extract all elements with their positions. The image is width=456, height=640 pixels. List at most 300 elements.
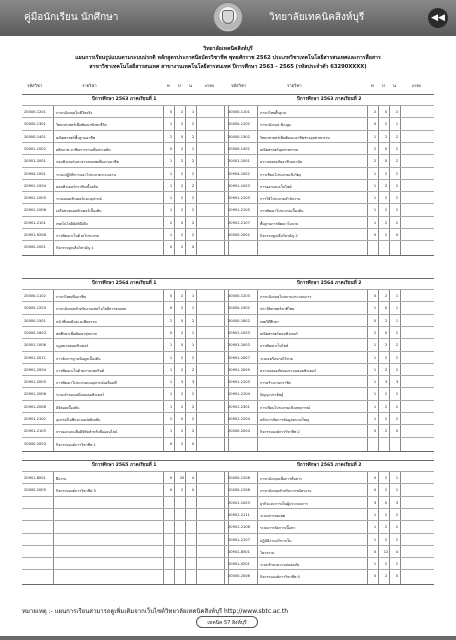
table-row [22,387,434,400]
practice-hours: 12 [383,549,389,554]
theory-hours: 1 [169,233,173,237]
curriculum-table [22,80,434,600]
course-name: การจัดการฐานข้อมูลเบื้องต้น [56,356,101,361]
table-row [22,154,434,167]
course-name: คณิตศาสตร์อุตสาหกรรม [260,147,299,152]
course-name: ภาษาอังกฤษในสถานประกอบการ [260,295,312,299]
theory-hours: 1 [169,171,173,176]
credits: 3 [395,380,399,385]
course-name: พลศึกษาเพื่อพัฒนาสุขภาพ [56,331,97,336]
theory-hours: 1 [169,404,173,409]
handbook-title: คู่มือนักเรียน นักศึกษา [24,12,119,23]
theory-hours: 0 [169,306,173,311]
course-name: วิทยาศาสตร์เพื่อพัฒนาทักษะชีวิต [56,123,107,128]
course-name: ประวัติศาสตร์ชาติไทย [260,307,295,312]
practice-hours: 2 [180,367,184,372]
credits: 2 [191,404,195,409]
table-row [22,375,434,388]
credits: 3 [191,380,195,385]
practice-hours: 2 [180,196,184,201]
theory-hours: 1 [373,512,377,517]
course-code: 20901-2102 [24,417,46,421]
course-name: การใช้โปรแกรมสำนักงาน [260,197,301,202]
practice-hours: 0 [384,110,388,114]
course-code: 20901-8501 [228,549,250,554]
course-name: การพัฒนาเว็บด้วยภาษาสคริปต์ [56,368,105,373]
course-code: 20000-1208 [228,488,250,493]
course-code: 20000-1203 [228,294,250,298]
col-t-right: ท [371,83,374,88]
credits: 2 [191,208,195,213]
credits: 2 [395,146,399,151]
table-row [22,130,434,143]
credits: 2 [395,404,399,409]
course-code: 20901-2103 [228,380,250,385]
course-code: 20000-2002 [228,233,250,237]
theory-hours: 1 [373,355,377,360]
practice-hours: 2 [384,574,388,579]
course-code: 20901-1004 [24,183,46,188]
theory-hours: 0 [373,549,377,554]
semester-title-right: ปีการศึกษา 2563 ภาคเรียนที่ 2 [297,97,362,102]
course-code: 20901-2105 [228,208,250,213]
practice-hours: 2 [180,110,184,114]
course-code: 20000-1301 [24,122,46,127]
course-name: โครงงาน [260,550,275,555]
course-name: เครือข่ายคอมพิวเตอร์เบื้องต้น [56,209,102,214]
practice-hours: 0 [384,330,388,335]
course-code: 20901-2104 [228,392,250,397]
course-code: 20000-2003 [24,441,46,446]
course-name: กิจกรรมองค์การวิชาชีพ 2 [260,430,300,435]
course-code: 20901-2107 [228,220,250,225]
theory-hours: 1 [373,183,377,188]
semester-title-left: ปีการศึกษา 2564 ภาคเรียนที่ 1 [92,281,157,286]
theory-hours: 1 [373,343,377,348]
practice-hours: 2 [384,404,388,409]
course-code: 20901-2006 [24,392,46,397]
course-name: ฝึกงาน [56,477,67,481]
course-code: 20000-1502 [228,306,250,311]
table-row [22,508,434,521]
practice-hours: 2 [384,171,388,176]
course-name: การพัฒนาเว็บด้วยโปรแกรม [56,234,100,238]
course-name: การออกแบบสื่อดิจิทัลสำหรับสื่อออนไลน์ [56,430,118,435]
theory-hours: 0 [373,476,377,480]
page-header [0,0,456,36]
theory-hours: 0 [169,245,173,250]
doc-title-3: สาขาวิชาเทคโนโลยีสารสนเทศ สาขางานเทคโนโลยีสารสนเทศ ปีการศึกษา 2563 - 2565 (รหัสประจำตัว 63290XXXX) [89,64,367,70]
credits: 2 [191,159,195,164]
credits: 1 [191,294,195,298]
semester-title-left: ปีการศึกษา 2563 ภาคเรียนที่ 1 [92,97,157,102]
theory-hours: 1 [169,380,173,385]
theory-hours: 2 [169,417,173,421]
course-code: 20901-2106 [228,525,250,530]
credits: 0 [395,429,399,434]
credits: 2 [395,343,399,348]
theory-hours: 2 [373,330,377,335]
theory-hours: 0 [169,110,173,114]
footnote: หมายเหตุ :- แผนการเรียนสามารถดูเพิ่มเติมจากเว็บไซต์วิทยาลัยเทคนิคสิงห์บุรี http://www.sbtc.ac.th [22,608,289,615]
practice-hours: 0 [180,343,184,348]
course-name: ระบบเครือข่ายไร้สาย [260,356,293,361]
practice-hours: 2 [180,233,184,237]
course-code: 20901-2009 [228,367,250,372]
theory-hours: 1 [373,196,377,201]
practice-hours: 2 [384,367,388,372]
credits: 1 [191,330,195,335]
course-name: ดิจิตอลเบื้องต้น [56,405,80,410]
table-row [22,216,434,229]
course-name: ความปลอดภัยอาชีวอนามัย [260,160,303,165]
course-code: 20000-1208 [228,476,250,480]
course-code: 20000-1302 [228,134,250,139]
course-name: ภาษาอังกฤษเพื่อการสื่อสาร [260,477,302,481]
practice-hours: 2 [384,562,388,567]
theory-hours: 1 [373,208,377,213]
page-number: เทคนิค 57 สิงห์บุรี [196,616,258,628]
table-row [22,191,434,204]
theory-hours: 1 [169,343,173,348]
table-row [22,545,434,558]
semester-title-left: ปีการศึกษา 2565 ภาคเรียนที่ 1 [92,463,157,468]
course-name: กิจกรรมลูกเสือวิสามัญ 1 [56,246,94,251]
practice-hours: 2 [180,488,184,493]
practice-hours: 2 [384,122,388,127]
col-t-left: ท [167,83,170,88]
course-code: 20901-2101 [24,220,46,225]
theory-hours: 0 [169,488,173,493]
theory-hours: 0 [373,318,377,323]
course-code: 20000-1401 [24,134,46,139]
practice-hours: 2 [180,355,184,360]
table-row [22,167,434,180]
practice-hours: 0 [384,500,388,505]
credits: 2 [191,171,195,176]
course-name: ภาษาไทยพื้นฐาน [260,111,287,115]
course-code: 20901-8001 [24,476,46,480]
theory-hours: 1 [373,367,377,372]
table-row [22,351,434,364]
course-name: ภาษาไทยเพื่ออาชีพ [56,295,86,299]
course-code: 20901-1003 [228,330,250,335]
course-name: การพัฒนาเว็บไซต์ [260,344,289,349]
credits: 2 [395,134,399,139]
practice-hours: 2 [384,220,388,225]
course-name: ภาษาอังกฤษ ฟัง-พูด [260,123,291,128]
theory-hours: 1 [169,392,173,397]
course-name: กิจกรรมองค์การวิชาชีพ 4 [260,575,300,580]
credits: 2 [395,562,399,567]
theory-hours: 1 [169,208,173,213]
table-row [22,289,434,302]
practice-hours: 2 [180,146,184,151]
practice-hours: 2 [180,294,184,298]
theory-hours: 2 [169,220,173,225]
credits: 2 [395,330,399,335]
table-row [22,496,434,509]
theory-hours: 2 [373,110,377,114]
table-row [22,240,434,253]
credits: 1 [191,343,195,348]
theory-hours: 0 [373,488,377,493]
course-code: 20901-2301 [228,404,250,409]
course-code: 20000-2001 [24,245,46,250]
credits: 2 [191,355,195,360]
course-name: กอมพิวเตอร์และสารสนเทศเพื่องานอาชีพ [56,160,119,165]
semester-block [22,460,434,585]
credits: 2 [395,537,399,542]
table-row [22,301,434,314]
theory-hours: 1 [373,417,377,421]
theory-hours: 1 [373,220,377,225]
course-name: ระบบปฏิบัติการและโปรแกรมระบบงาน [56,172,116,177]
credits: 2 [191,122,195,127]
semester-title-right: ปีการศึกษา 2564 ภาคเรียนที่ 2 [297,281,362,286]
practice-hours: 0 [384,146,388,151]
credits: 2 [191,367,195,372]
course-code: 20901-9208 [24,233,46,237]
credits: 2 [191,183,195,188]
col-p-left: ป [178,83,181,88]
col-grade-right: เกรด [412,83,421,88]
course-code: 20901-2107 [228,537,250,542]
practice-hours: 3 [384,380,388,385]
theory-hours: 2 [169,318,173,323]
table-row [22,424,434,437]
col-code-right: รหัสวิชา [231,83,247,88]
table-row [22,483,434,496]
practice-hours: 2 [180,330,184,335]
course-code: 20001-1001 [228,159,250,164]
semester-block [22,278,434,452]
course-name: ระบบจำลองเสมือนคอมพิวเตอร์ [56,393,105,398]
semester-title-right: ปีการศึกษา 2565 ภาคเรียนที่ 2 [297,463,362,468]
credits: 0 [191,245,195,250]
course-code: 20001-1003 [228,500,250,505]
course-code: 20000-1603 [24,330,46,335]
course-code: 20901-2111 [228,512,250,517]
credits: 2 [191,429,195,434]
practice-hours: 20 [179,476,185,480]
course-code: 20001-1006 [24,343,46,348]
table-row [22,326,434,339]
theory-hours: 0 [169,441,173,446]
course-name: วิทยาศาสตร์เพื่อพัฒนาอาชีพช่างอุตสาหกรรม [260,135,330,140]
course-name: เพศวิถีศึกษา [260,319,279,324]
credits: 2 [395,159,399,164]
credits: 2 [395,392,399,397]
practice-hours: 2 [180,171,184,176]
course-name: ธุรกิจและการเป็นผู้ประกอบการ [260,501,308,506]
credits: 2 [395,525,399,530]
practice-hours: 0 [180,220,184,225]
credits: 0 [395,574,399,579]
theory-hours: 0 [373,429,377,434]
credits: 2 [395,512,399,517]
college-logo [213,2,243,32]
course-name: ระบบคอมพิวเตอร์และอุปกรณ์ [56,197,102,202]
practice-hours: 2 [384,318,388,323]
credits: 4 [191,476,195,480]
practice-hours: 2 [180,122,184,127]
credits: 1 [395,122,399,127]
table-row [22,437,434,450]
credits: 1 [395,318,399,323]
credits: 0 [191,488,195,493]
theory-hours: 1 [373,392,377,397]
credits: 2 [395,110,399,114]
credits: 1 [395,294,399,298]
credits: 2 [191,417,195,421]
practice-hours: 2 [180,392,184,397]
table-row [22,338,434,351]
theory-hours: 1 [169,183,173,188]
course-name: การเขียนโปรแกรมเชิงวัตถุ [260,172,302,177]
doc-title-1: วิทยาลัยเทคนิคสิงห์บุรี [203,46,253,52]
col-p-right: ป [382,83,385,88]
theory-hours: 1 [373,537,377,542]
course-code: 20904-1002 [228,171,250,176]
practice-hours: 2 [384,429,388,434]
course-code: 20000-1101 [228,110,250,114]
theory-hours: 0 [373,294,377,298]
theory-hours: 1 [373,134,377,139]
practice-hours: 2 [180,208,184,213]
theory-hours: 2 [373,146,377,151]
course-code: 20000-1202 [228,122,250,127]
table-row [22,557,434,570]
course-code: 20901-2105 [24,429,46,434]
course-name: ระบบการจัดการเนื้อหา [260,526,296,531]
practice-hours: 2 [384,355,388,360]
course-code: 20001-2001 [24,159,46,164]
table-row [22,179,434,192]
practice-hours: 2 [384,134,388,139]
course-name: ภาษาอังกฤษสำหรับการสมัครงาน [260,489,312,494]
semester-block [22,94,434,256]
credits: 2 [191,392,195,397]
theory-hours: 0 [373,122,377,127]
course-code: 20901-2005 [24,380,46,385]
practice-hours: 2 [180,404,184,409]
course-code: 20000-1602 [228,318,250,323]
course-code: 20000-1402 [228,146,250,151]
theory-hours: 1 [373,380,377,385]
credits: 2 [395,208,399,213]
course-code: 20903-2003 [228,343,250,348]
theory-hours: 0 [169,330,173,335]
credits: 0 [191,441,195,446]
table-row [22,533,434,546]
course-name: หน้าที่พลเมืองและศีลธรรม [56,319,97,324]
practice-hours: 2 [384,417,388,421]
practice-hours: 2 [180,183,184,188]
theory-hours: 1 [169,355,173,360]
course-name: ภาษาอังกฤษสำหรับงานเทคโนโลยีสารสนเทศ [56,307,126,312]
course-name: ระบบรักษาความปลอดภัย [260,563,300,568]
course-code: 20901-2103 [228,196,250,201]
theory-hours: 1 [169,122,173,127]
credits: 2 [395,220,399,225]
course-name: พื้นฐานการพัฒนาโมบาย [260,221,299,226]
course-code: 20001-1002 [24,146,46,151]
course-name: ผลิตภาพ อาชีพการงานเพื่อประหยัด [56,147,111,152]
practice-hours: 0 [384,306,388,311]
credits: 2 [191,318,195,323]
theory-hours: 1 [373,525,377,530]
theory-hours: 1 [169,196,173,201]
course-code: 20901-2011 [24,355,46,360]
course-name: ปฏิบัติงานบริการเว็บ [260,538,292,543]
practice-hours: 2 [384,488,388,493]
course-code: 20000-1203 [24,306,46,311]
course-name: ระบบสารสนเทศ [260,513,286,518]
table-row [22,203,434,216]
theory-hours: 0 [373,574,377,579]
table-row [22,520,434,533]
table-row [22,117,434,130]
course-name: การพัฒนาโปรแกรมเบื้องต้น [260,209,304,214]
course-code: 20000-1501 [24,318,46,323]
theory-hours: 2 [169,134,173,139]
credits: 2 [191,196,195,201]
credits: 1 [191,110,195,114]
credits: 2 [395,196,399,201]
practice-hours: 2 [384,525,388,530]
credits: 1 [191,306,195,311]
practice-hours: 0 [180,417,184,421]
col-n-left: น [189,83,192,88]
credits: 2 [395,367,399,372]
practice-hours: 2 [384,392,388,397]
col-subject-right: รายวิชา [287,83,302,88]
practice-hours: 2 [180,306,184,311]
table-row [22,105,434,118]
table-row [22,228,434,241]
doc-title-2: แผนการเรียนรูปแบบตามระบบปรกติ หลักสูตรประกาศนียบัตรวิชาชีพ พุทธศักราช 2562 ประเภทวิชาเทคโนโลยีสารสนเทศและการสื่อสาร [75,55,381,61]
course-code: 20000-2005 [24,488,46,493]
theory-hours: 0 [169,476,173,480]
course-name: ปัญญาประดิษฐ์ [260,393,284,398]
double-left-arrow-icon[interactable]: ◀◀ [428,8,448,28]
practice-hours: 2 [384,233,388,237]
theory-hours: 2 [373,159,377,164]
credits: 0 [395,233,399,237]
practice-hours: 0 [180,318,184,323]
course-name: กิจกรรมองค์การวิชาชีพ 1 [56,442,96,447]
credits: 1 [395,306,399,311]
practice-hours: 2 [180,245,184,250]
course-code: 20000-1102 [24,294,46,298]
table-row [22,363,434,376]
course-name: ความปลอดภัยของระบบคอมพิวเตอร์ [260,368,317,373]
credits: 2 [191,233,195,237]
practice-hours: 2 [180,159,184,164]
theory-hours: 1 [169,159,173,164]
credits: 2 [395,171,399,176]
course-code: 20000-1201 [24,110,46,114]
course-name: เทคโนโลยีมัลติมีเดีย [56,221,88,226]
theory-hours: 1 [373,171,377,176]
footer-bar [0,636,456,640]
credits: 3 [395,500,399,505]
theory-hours: 1 [373,404,377,409]
credits: 1 [395,476,399,480]
course-name: หลักการจัดการข้อมูลขนาดใหญ่ [260,418,310,422]
practice-hours: 2 [384,512,388,517]
